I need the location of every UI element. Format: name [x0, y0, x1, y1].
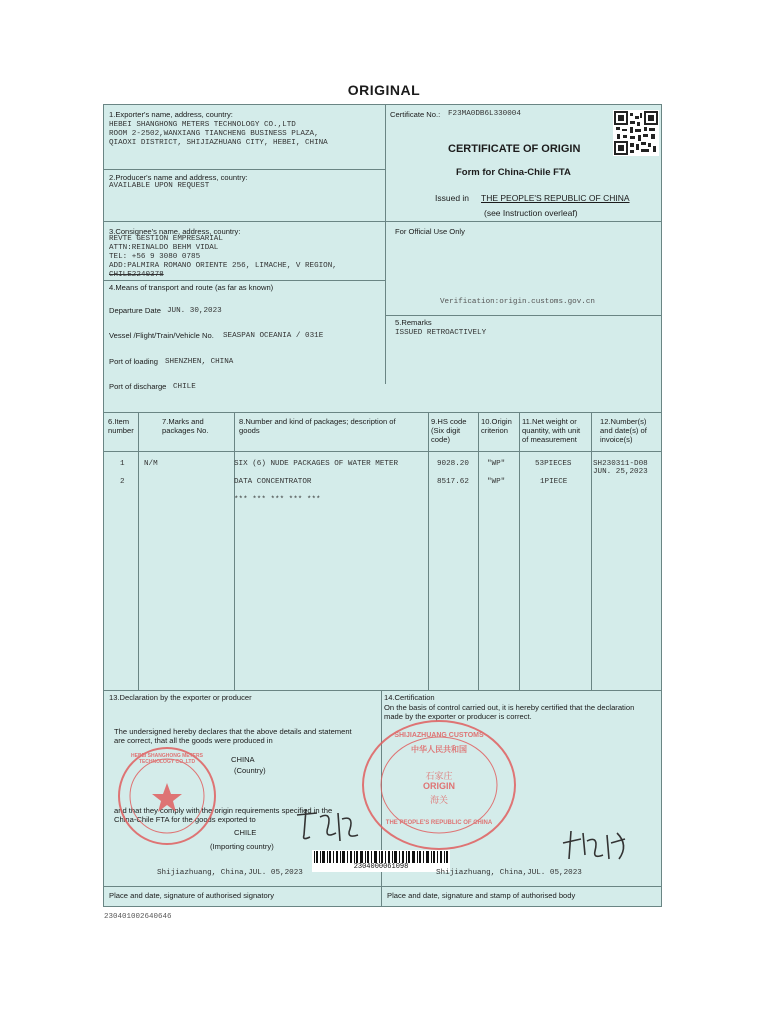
issued-in-label: Issued in [435, 193, 470, 203]
end-marker: *** *** *** *** *** [234, 496, 321, 504]
port-loading-label: Port of loading [109, 357, 158, 366]
certificate-form [103, 104, 662, 907]
divider [104, 412, 662, 413]
barcode-number: 2304000061098 [353, 863, 409, 871]
port-loading-value: SHENZHEN, CHINA [165, 358, 234, 366]
producer-value: AVAILABLE UPON REQUEST [109, 182, 210, 190]
declaration-line: are correct, that all the goods were produced in [114, 736, 273, 745]
criterion-header: 10.Origin criterion [481, 417, 512, 435]
weight-header: 11.Net weight or quantity, with unit of measurement [522, 417, 581, 444]
consignee-line: REVTE GESTION EMPRESARIAL [109, 235, 223, 243]
box2-label: 2.Producer's name and address, country: [109, 173, 248, 182]
box3-label: 3.Consignee's name, address, country: [109, 227, 241, 236]
departure-label: Departure Date [109, 306, 161, 315]
exporter-place-date: Shijiazhuang, China,JUL. 05,2023 [157, 869, 303, 877]
declaration-line: China-Chile FTA for the goods exported to [114, 815, 256, 824]
divider [385, 105, 386, 384]
importing-hint: (Importing country) [210, 842, 274, 851]
row1-invoice: SH230311-D08 [593, 460, 648, 468]
customs-stamp-mid2: ORIGIN [422, 781, 455, 791]
row1-weight: 53PIECES [535, 460, 572, 468]
instruction-note: (see Instruction overleaf) [484, 208, 578, 218]
cert-no-label: Certificate No.: [390, 110, 441, 119]
port-discharge-label: Port of discharge [109, 382, 167, 391]
vessel-value: SEASPAN OCEANIA / 031E [223, 332, 324, 340]
customs-stamp-cn: 中华人民共和国 [411, 745, 467, 754]
star-icon [152, 783, 182, 812]
invoice-header: 12.Number(s) and date(s) of invoice(s) [600, 417, 647, 444]
declaration-line: The undersigned hereby declares that the above details and statement [114, 727, 352, 736]
divider [104, 451, 662, 452]
official-use-label: For Official Use Only [395, 227, 465, 236]
row1-invoice-date: JUN. 25,2023 [593, 468, 648, 476]
exporter-line: HEBEI SHANGHONG METERS TECHNOLOGY CO.,LTD [109, 121, 296, 129]
country-hint: (Country) [234, 766, 266, 775]
certificate-heading: CERTIFICATE OF ORIGIN [448, 143, 581, 155]
box1-label: 1.Exporter's name, address, country: [109, 110, 233, 119]
consignee-line: CHILE2240378 [109, 271, 164, 279]
customs-signature [559, 825, 639, 865]
row2-hs: 8517.62 [437, 478, 469, 486]
document-title: ORIGINAL [347, 82, 421, 98]
row1-marks: N/M [144, 460, 158, 468]
divider [104, 280, 385, 281]
divider [519, 412, 520, 690]
row1-item: 1 [120, 460, 125, 468]
item-header: 6.Item number [108, 417, 134, 435]
declaration-line: and that they comply with the origin requirements specified in the [114, 806, 333, 815]
exporter-line: QIAOXI DISTRICT, SHIJIAZHUANG CITY, HEBEI, CHINA [109, 139, 328, 147]
exporter-signature [292, 805, 362, 845]
customs-stamp [362, 720, 516, 850]
box13-label: 13.Declaration by the exporter or producer [109, 693, 252, 702]
cert-no-value: F23MA0DB6L330004 [448, 110, 521, 118]
description-header: 8.Number and kind of packages; description of goods [239, 417, 396, 435]
exporter-stamp-text: HEBEI SHANGHONG METERS TECHNOLOGY CO.,LTD [131, 753, 203, 765]
consignee-line: ATTN:REINALDO BEHM VIDAL [109, 244, 219, 252]
divider [104, 169, 385, 170]
divider [478, 412, 479, 690]
declared-country: CHINA [231, 755, 255, 764]
customs-stamp-bottom: THE PEOPLE'S REPUBLIC OF CHINA [385, 820, 493, 826]
vessel-label: Vessel /Flight/Train/Vehicle No. [109, 331, 214, 340]
consignee-line: TEL: +56 9 3080 0785 [109, 253, 201, 261]
form-for-heading: Form for China-Chile FTA [456, 167, 571, 178]
verification-url: Verification:origin.customs.gov.cn [440, 298, 595, 306]
issued-in-value: THE PEOPLE'S REPUBLIC OF CHINA [481, 193, 630, 203]
document-id: 230401002640646 [104, 913, 172, 921]
row2-criterion: "WP" [487, 478, 506, 486]
row1-hs: 9028.20 [437, 460, 469, 468]
customs-stamp-top: SHIJIAZHUANG CUSTOMS [394, 732, 484, 739]
marks-header: 7.Marks and packages No. [162, 417, 209, 435]
divider [234, 412, 235, 690]
divider [104, 690, 662, 691]
row2-item: 2 [120, 478, 125, 486]
row2-weight: 1PIECE [540, 478, 568, 486]
hs-code-header: 9.HS code (Six digit code) [431, 417, 467, 444]
divider [104, 221, 662, 222]
barcode [312, 850, 450, 872]
exporter-stamp [118, 747, 216, 845]
customs-stamp-mid1: 石家庄 [425, 772, 453, 782]
box13-footer: Place and date, signature of authorised signatory [109, 891, 275, 900]
certification-line: made by the exporter or producer is correct. [384, 712, 532, 721]
row2-description: DATA CONCENTRATOR [234, 478, 312, 486]
divider [591, 412, 592, 690]
box5-label: 5.Remarks [395, 318, 432, 327]
divider [385, 315, 662, 316]
departure-value: JUN. 30,2023 [167, 307, 222, 315]
divider [138, 412, 139, 690]
qr-code-icon [613, 110, 659, 156]
divider [104, 886, 662, 887]
customs-place-date: Shijiazhuang, China,JUL. 05,2023 [436, 869, 582, 877]
certification-line: On the basis of control carried out, it is hereby certified that the declaration [384, 703, 635, 712]
port-discharge-value: CHILE [173, 383, 196, 391]
importing-country: CHILE [234, 828, 257, 837]
box14-footer: Place and date, signature and stamp of authorised body [387, 891, 576, 900]
exporter-line: ROOM 2-2502,WANXIANG TIANCHENG BUSINESS PLAZA, [109, 130, 319, 138]
remarks-value: ISSUED RETROACTIVELY [395, 329, 487, 337]
row1-description: SIX (6) NUDE PACKAGES OF WATER METER [234, 460, 399, 468]
consignee-line: ADD:PALMIRA ROMANO ORIENTE 256, LIMACHE, V REGION, [109, 262, 337, 270]
row1-criterion: "WP" [487, 460, 506, 468]
box4-label: 4.Means of transport and route (as far as known) [109, 283, 274, 292]
box14-label: 14.Certification [384, 693, 435, 702]
customs-stamp-mid3: 海关 [429, 796, 448, 806]
divider [428, 412, 429, 690]
